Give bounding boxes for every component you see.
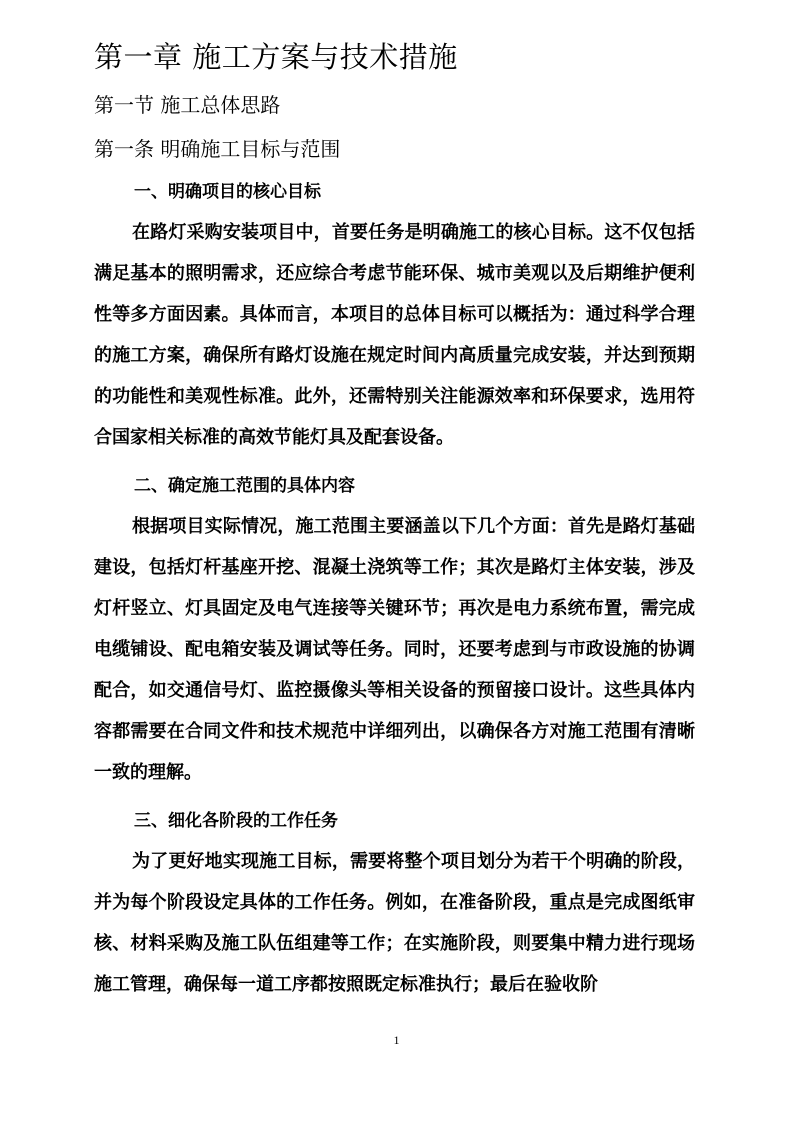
subsection-heading-3: 三、细化各阶段的工作任务 [134,811,338,831]
section-title: 第一节 施工总体思路 [94,93,281,117]
page-number: 1 [393,1033,400,1047]
subsection-heading-1: 一、明确项目的核心目标 [134,182,321,202]
chapter-title: 第一章 施工方案与技术措施 [94,40,458,74]
article-title: 第一条 明确施工目标与范围 [94,137,341,161]
subsection-paragraph-2: 根据项目实际情况，施工范围主要涵盖以下几个方面：首先是路灯基础建设，包括灯杆基座开挖、混凝土浇筑等工作；其次是路灯主体安装，涉及灯杆竖立、灯具固定及电气连接等关键环节；再次是电力系统布置，需完成电缆铺设、配电箱安装及调试等任务。同时，还要考虑到与市政设施的协调配合，如交通信号灯、监控摄像头等相关设备的预留接口设计。这些具体内容都需要在合同文件和技术规范中详细列出，以确保各方对施工范围有清晰一致的理解。 [94,516,695,783]
subsection-paragraph-1: 在路灯采购安装项目中，首要任务是明确施工的核心目标。这不仅包括满足基本的照明需求，还应综合考虑节能环保、城市美观以及后期维护便利性等多方面因素。具体而言，本项目的总体目标可以概括为：通过科学合理的施工方案，确保所有路灯设施在规定时间内高质量完成安装，并达到预期的功能性和美观性标准。此外，还需特别关注能源效率和环保要求，选用符合国家相关标准的高效节能灯具及配套设备。 [94,222,695,448]
subsection-heading-2: 二、确定施工范围的具体内容 [134,476,355,496]
document-body [94,36,695,1005]
subsection-paragraph-3: 为了更好地实现施工目标，需要将整个项目划分为若干个明确的阶段，并为每个阶段设定具体的工作任务。例如，在准备阶段，重点是完成图纸审核、材料采购及施工队伍组建等工作；在实施阶段，则要集中精力进行现场施工管理，确保每一道工序都按照既定标准执行；最后在验收阶 [94,851,695,995]
